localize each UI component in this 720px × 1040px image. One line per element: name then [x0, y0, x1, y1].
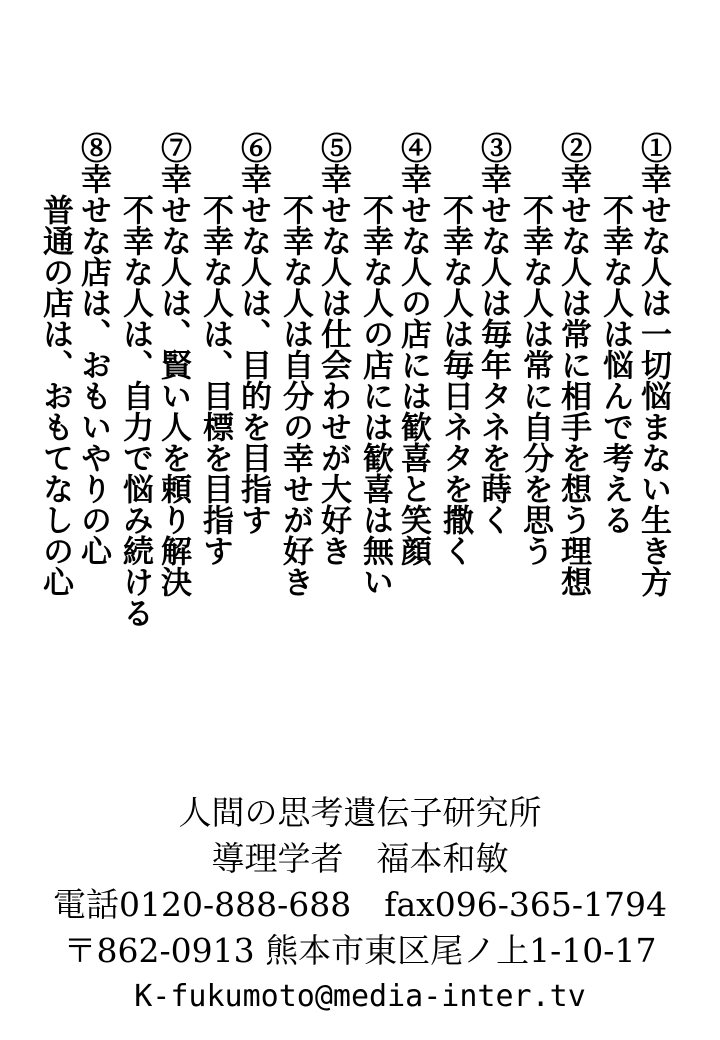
saying-2-happy: ②幸せな人は常に相手を想う理想 [555, 132, 591, 597]
saying-6-unhappy: 不幸な人は、目標を目指す [197, 194, 233, 566]
saying-3-happy: ③幸せな人は毎年タネを蒔く [475, 132, 511, 535]
saying-2 [516, 132, 592, 692]
author-name: 導理学者 福本和敏 [211, 839, 509, 878]
saying-4-happy: ④幸せな人の店には歓喜と笑顔 [395, 132, 431, 566]
saying-4 [356, 132, 432, 692]
saying-3 [436, 132, 512, 692]
contact-footer [0, 790, 720, 1020]
saying-5-happy: ⑤幸せな人は仕会わせが大好き [315, 132, 351, 566]
saying-4-unhappy: 不幸な人の店には歓喜は無い [357, 194, 393, 597]
saying-7 [116, 132, 192, 692]
saying-1 [596, 132, 672, 692]
organization-name: 人間の思考遺伝子研究所 [178, 793, 542, 832]
saying-8-unhappy: 普通の店は、おもてなしの心 [37, 194, 73, 597]
saying-1-happy: ①幸せな人は一切悩まない生き方 [635, 132, 671, 597]
postal-address: 〒862-0913 熊本市東区尾ノ上1-10-17 [63, 931, 657, 970]
email-address: K-fukumoto@media-inter.tv [134, 979, 586, 1014]
saying-8-happy: ⑧幸せな店は、おもいやりの心 [75, 132, 111, 566]
saying-7-happy: ⑦幸せな人は、賢い人を頼り解決 [155, 132, 191, 597]
saying-6 [196, 132, 272, 692]
saying-1-unhappy: 不幸な人は悩んで考える [597, 194, 633, 535]
saying-3-unhappy: 不幸な人は毎日ネタを撒く [437, 194, 473, 566]
phone-fax: 電話0120-888-688 fax096-365-1794 [52, 885, 667, 924]
saying-6-happy: ⑥幸せな人は、目的を目指す [235, 132, 271, 535]
saying-5-unhappy: 不幸な人は自分の幸せが好き [277, 194, 313, 597]
saying-5 [276, 132, 352, 692]
saying-8 [36, 132, 112, 692]
saying-2-unhappy: 不幸な人は常に自分を思う [517, 194, 553, 566]
saying-7-unhappy: 不幸な人は、自力で悩み続ける [117, 194, 153, 628]
sayings-list [36, 132, 672, 692]
